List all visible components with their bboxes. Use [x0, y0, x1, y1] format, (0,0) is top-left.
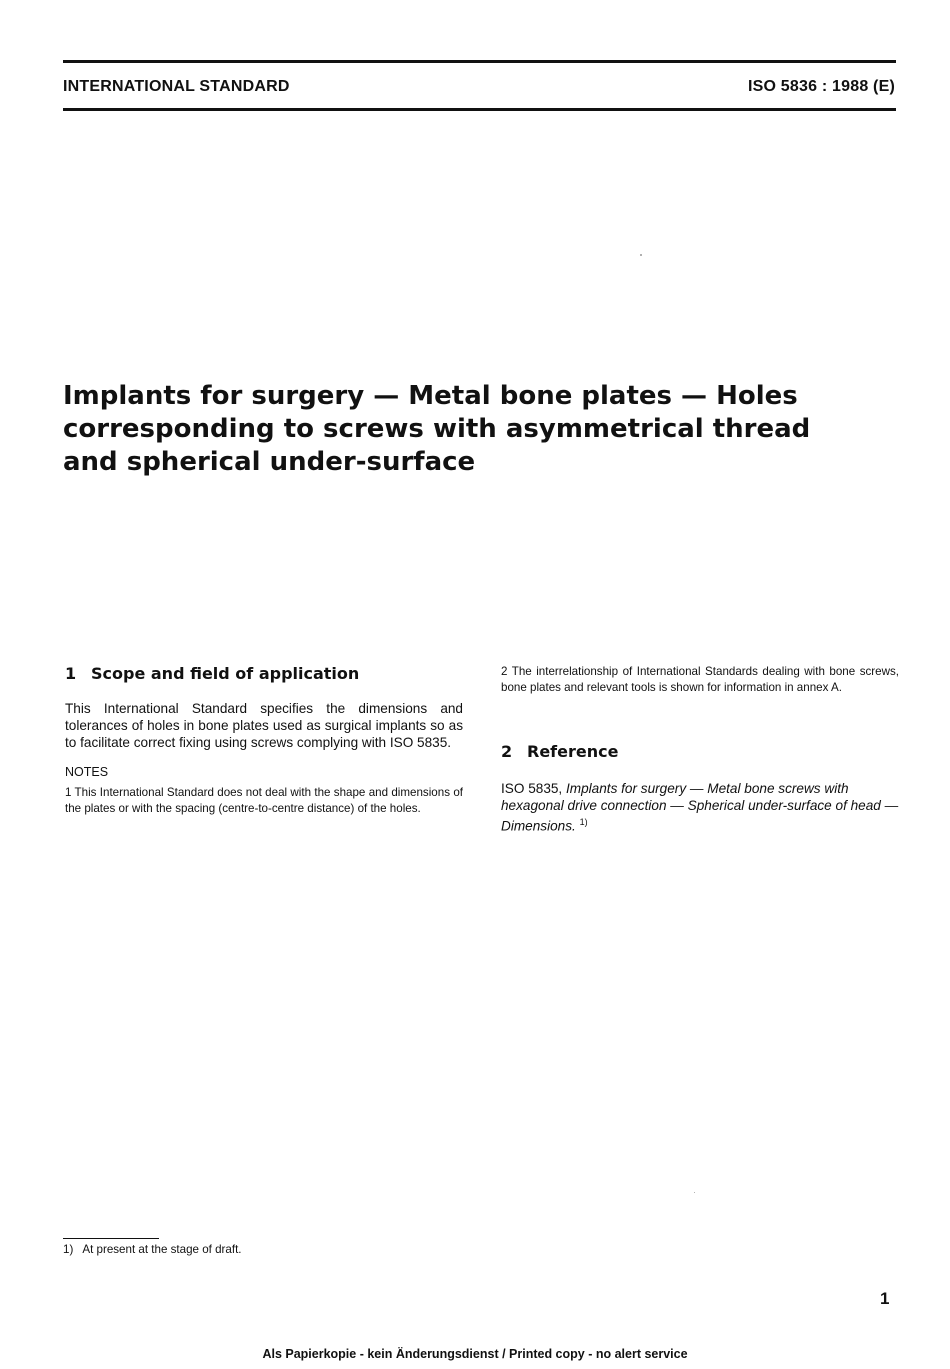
- title-line-2: corresponding to screws with asymmetrical thread: [63, 414, 811, 444]
- scan-speck: [640, 254, 642, 256]
- footnote: 1) At present at the stage of draft.: [63, 1243, 242, 1256]
- right-column: [501, 664, 899, 835]
- section-1-number: 1: [65, 664, 77, 683]
- reference-number: ISO 5835,: [501, 781, 566, 796]
- note-2: 2 The interrelationship of International Standards dealing with bone screws, bone plates and relevant tools is shown for information in annex A.: [501, 665, 899, 694]
- header-rule: [63, 108, 896, 111]
- section-1-title: Scope and field of application: [91, 664, 360, 683]
- top-rule: [63, 60, 896, 63]
- section-2-heading: [501, 742, 899, 762]
- note-1: 1 This International Standard does not deal with the shape and dimensions of the plates or with the spacing (centre-to-centre distance) of the holes.: [65, 786, 463, 815]
- footnote-marker: 1): [579, 817, 588, 827]
- scan-speck: [694, 1192, 695, 1193]
- notes-label: NOTES: [65, 765, 109, 779]
- header-standard-label: INTERNATIONAL STANDARD: [63, 78, 290, 95]
- footnote-rule: [63, 1238, 159, 1239]
- reference-title: Implants for surgery — Metal bone screws with hexagonal drive connection — Spherical under-surface of head — Dimensions.: [501, 781, 899, 834]
- section-2-reference: [501, 780, 899, 835]
- section-1-body: This International Standard specifies the dimensions and tolerances of holes in bone plates used as surgical implants so as to facilitate correct fixing using screws complying with ISO 5835.: [65, 701, 463, 750]
- section-1-heading: [65, 664, 463, 684]
- page-number: 1: [880, 1289, 890, 1308]
- section-2-number: 2: [501, 742, 513, 761]
- title-line-1: Implants for surgery — Metal bone plates — Holes: [63, 381, 798, 411]
- print-notice: Als Papierkopie - kein Änderungsdienst / Printed copy - no alert service: [262, 1347, 688, 1361]
- header-iso-number: ISO 5836 : 1988 (E): [748, 78, 895, 95]
- document-title: [63, 380, 823, 479]
- left-column: [65, 664, 463, 817]
- title-line-3: and spherical under-surface: [63, 447, 476, 477]
- section-2-title: Reference: [527, 742, 619, 761]
